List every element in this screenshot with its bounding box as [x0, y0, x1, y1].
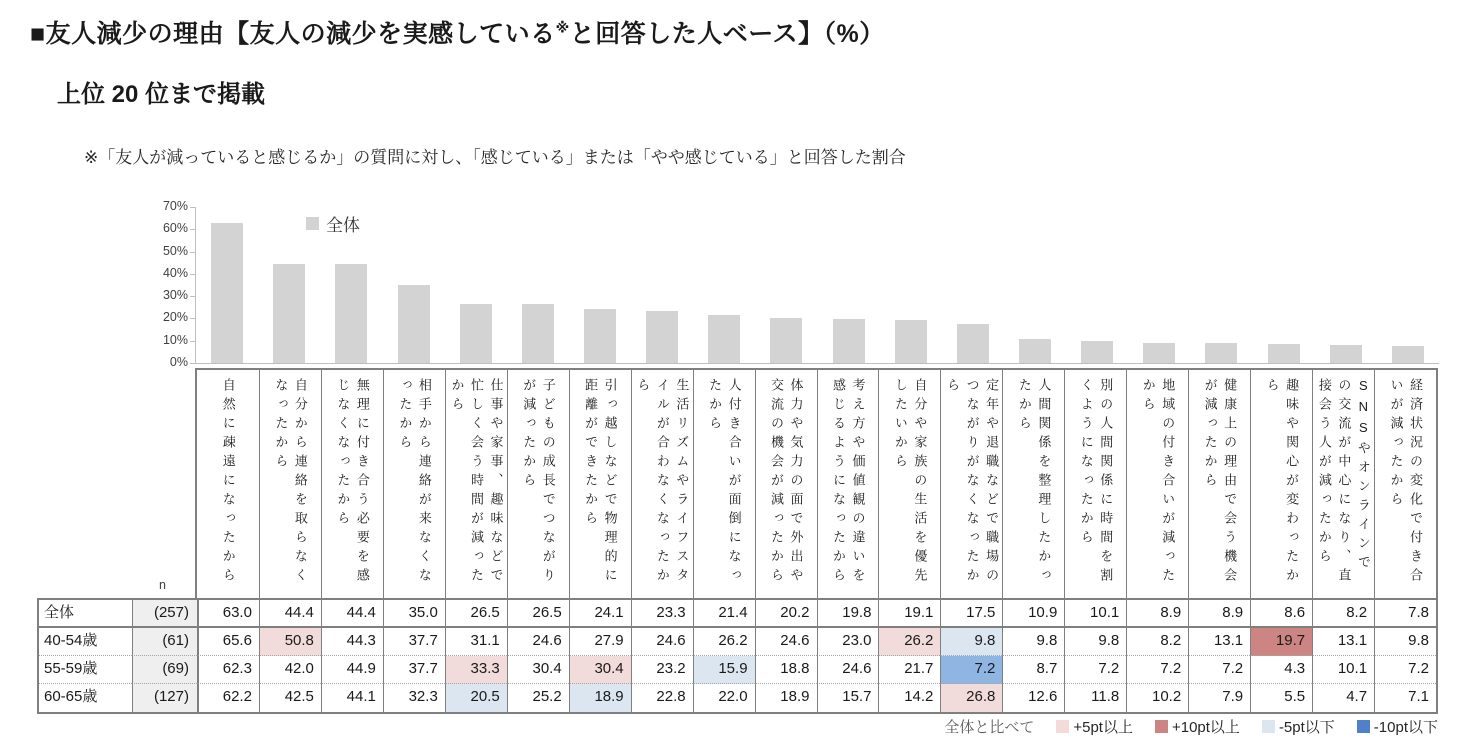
- value-cell: 21.4: [693, 600, 755, 628]
- value-cell: 23.0: [817, 628, 879, 656]
- bar: [646, 311, 678, 363]
- category-label: 子どもの成長でつながりが減ったから: [521, 378, 556, 587]
- category-header-cell: [507, 370, 569, 598]
- diff-legend-label: +5pt以上: [1073, 719, 1133, 736]
- diff-legend-swatch-icon: [1262, 720, 1275, 733]
- category-label: 自分や家族の生活を優先したいから: [892, 378, 928, 587]
- y-tick-mark: [190, 274, 196, 275]
- value-cell: 24.6: [507, 628, 569, 656]
- bar: [1392, 346, 1424, 363]
- value-cell: 7.2: [940, 656, 1002, 684]
- value-cell: 26.2: [693, 628, 755, 656]
- category-label: 仕事や家事、趣味などで忙しく会う時間が減ったから: [449, 378, 504, 587]
- value-cell: 10.2: [1126, 684, 1188, 712]
- n-value: (257): [132, 600, 197, 628]
- value-cell: 22.8: [631, 684, 693, 712]
- value-cell: 44.1: [321, 684, 383, 712]
- legend-swatch-icon: [306, 217, 319, 230]
- value-cell: 62.2: [197, 684, 259, 712]
- y-tick-label: 10%: [162, 332, 188, 347]
- value-cell: 26.5: [507, 600, 569, 628]
- y-tick-label: 70%: [162, 199, 188, 213]
- bar: [522, 304, 554, 363]
- value-cell: 32.3: [383, 684, 445, 712]
- bar: [1019, 339, 1051, 363]
- value-cell: 62.3: [197, 656, 259, 684]
- title-tail: と回答した人ベース】（%）: [569, 20, 885, 48]
- value-cell: 18.8: [755, 656, 817, 684]
- value-cell: 22.0: [693, 684, 755, 712]
- diff-legend-swatch-icon: [1357, 720, 1370, 733]
- footnote: ※「友人が減っていると感じるか」の質問に対し、「感じている」または「やや感じている」と回答した割合: [84, 148, 906, 167]
- category-header-cell: [878, 370, 940, 598]
- value-cell: 14.2: [878, 684, 940, 712]
- category-label: 別の人間関係に時間を割くようになったから: [1078, 378, 1114, 587]
- category-label: 人間関係を整理したかったから: [1016, 378, 1052, 587]
- category-header-cell: [569, 370, 631, 598]
- value-cell: 35.0: [383, 600, 445, 628]
- value-cell: 31.1: [445, 628, 507, 656]
- value-cell: 8.9: [1126, 600, 1188, 628]
- value-cell: 27.9: [569, 628, 631, 656]
- value-cell: 7.2: [1374, 656, 1436, 684]
- y-tick-label: 20%: [162, 310, 188, 325]
- value-cell: 8.6: [1250, 600, 1312, 628]
- value-cell: 19.7: [1250, 628, 1312, 656]
- value-cell: 8.7: [1002, 656, 1064, 684]
- row-label: 55-59歳: [39, 656, 132, 684]
- value-cell: 19.1: [878, 600, 940, 628]
- bar: [335, 264, 367, 363]
- value-cell: 63.0: [197, 600, 259, 628]
- category-label: 趣味や関心が変わったから: [1264, 378, 1300, 587]
- value-cell: 20.5: [445, 684, 507, 712]
- y-tick-label: 60%: [162, 221, 188, 236]
- category-label: 考え方や価値観の違いを感じるようになったから: [830, 378, 866, 587]
- value-cell: 37.7: [383, 656, 445, 684]
- value-cell: 7.2: [1064, 656, 1126, 684]
- value-cell: 18.9: [755, 684, 817, 712]
- diff-legend-swatch-icon: [1056, 720, 1069, 733]
- value-cell: 42.0: [259, 656, 321, 684]
- category-header-cell: [631, 370, 693, 598]
- bar: [833, 319, 865, 363]
- category-header-cell: [321, 370, 383, 598]
- category-label: 引っ越しなどで物理的に距離ができたから: [583, 378, 618, 587]
- diff-legend: [37, 716, 1438, 737]
- value-cell: 7.1: [1374, 684, 1436, 712]
- value-cell: 15.9: [693, 656, 755, 684]
- bar: [895, 320, 927, 363]
- category-header-cell: [1064, 370, 1126, 598]
- category-header-cell: [445, 370, 507, 598]
- bar: [460, 304, 492, 363]
- legend-series-label: 全体: [326, 216, 360, 235]
- row-label: 40-54歳: [39, 628, 132, 656]
- category-label: 相手から連絡が来なくなったから: [397, 378, 432, 587]
- category-header-cell: [259, 370, 321, 598]
- value-cell: 24.6: [755, 628, 817, 656]
- value-cell: 20.2: [755, 600, 817, 628]
- value-cell: 8.2: [1312, 600, 1374, 628]
- y-tick-mark: [190, 318, 196, 319]
- value-cell: 19.8: [817, 600, 879, 628]
- n-column-header: n: [159, 578, 166, 592]
- value-cell: 7.9: [1188, 684, 1250, 712]
- value-cell: 15.7: [817, 684, 879, 712]
- n-value: (127): [132, 684, 197, 712]
- value-cell: 24.6: [817, 656, 879, 684]
- category-label: 定年や退職などで職場のつながりがなくなったから: [945, 378, 1000, 587]
- value-cell: 18.9: [569, 684, 631, 712]
- n-value: (69): [132, 656, 197, 684]
- diff-legend-item: [1262, 716, 1335, 737]
- bar: [1330, 345, 1362, 363]
- row-label: 全体: [39, 600, 132, 628]
- category-label: SNSやオンラインでの交流が中心になり、直接会う人が減ったから: [1316, 378, 1371, 587]
- value-cell: 25.2: [507, 684, 569, 712]
- value-cell: 24.6: [631, 628, 693, 656]
- value-cell: 33.3: [445, 656, 507, 684]
- value-cell: 24.1: [569, 600, 631, 628]
- y-tick-mark: [190, 296, 196, 297]
- category-label: 自然に疎遠になったから: [220, 378, 236, 587]
- value-cell: 10.9: [1002, 600, 1064, 628]
- value-cell: 44.9: [321, 656, 383, 684]
- y-tick-label: 40%: [162, 265, 188, 280]
- bar: [273, 264, 305, 363]
- category-header-cell: [755, 370, 817, 598]
- bar: [1081, 341, 1113, 364]
- diff-legend-label: -5pt以下: [1278, 719, 1335, 736]
- category-label: 体力や気力の面で外出や交流の機会が減ったから: [769, 378, 804, 587]
- y-tick-mark: [190, 341, 196, 342]
- value-cell: 44.4: [259, 600, 321, 628]
- category-header-cell: [940, 370, 1002, 598]
- diff-legend-label: +10pt以上: [1171, 719, 1240, 736]
- diff-legend-prefix: 全体と比べて: [944, 719, 1035, 736]
- y-tick-mark: [190, 252, 196, 253]
- category-label: 無理に付き合う必要を感じなくなったから: [335, 378, 370, 587]
- bar: [398, 285, 430, 363]
- y-tick-mark: [190, 229, 196, 230]
- category-header-cell: [1002, 370, 1064, 598]
- category-header-cell: [1126, 370, 1188, 598]
- value-cell: 44.4: [321, 600, 383, 628]
- category-header-cell: [383, 370, 445, 598]
- category-header-cell: [197, 370, 259, 598]
- value-cell: 7.2: [1126, 656, 1188, 684]
- diff-legend-label: -10pt以下: [1373, 719, 1438, 736]
- value-cell: 7.2: [1188, 656, 1250, 684]
- title-main: ■友人減少の理由【友人の減少を実感している: [30, 20, 556, 48]
- category-label: 経済状況の変化で付き合いが減ったから: [1388, 378, 1424, 587]
- bar: [211, 223, 243, 363]
- y-tick-mark: [190, 207, 196, 208]
- category-header-cell: [693, 370, 755, 598]
- diff-legend-item: [1155, 716, 1240, 737]
- y-tick-label: 50%: [162, 243, 188, 258]
- value-cell: 50.8: [259, 628, 321, 656]
- bar: [1143, 343, 1175, 363]
- figure-title: [30, 14, 885, 50]
- value-cell: 23.3: [631, 600, 693, 628]
- value-cell: 17.5: [940, 600, 1002, 628]
- value-cell: 26.5: [445, 600, 507, 628]
- category-header-cell: [1374, 370, 1436, 598]
- category-label: 自分から連絡を取らなくなったから: [273, 378, 308, 587]
- value-cell: 30.4: [507, 656, 569, 684]
- value-cell: 4.7: [1312, 684, 1374, 712]
- value-cell: 44.3: [321, 628, 383, 656]
- bar: [770, 318, 802, 363]
- bar: [708, 315, 740, 363]
- title-asterisk: ※: [555, 19, 570, 36]
- value-cell: 5.5: [1250, 684, 1312, 712]
- value-cell: 12.6: [1002, 684, 1064, 712]
- bar: [1268, 344, 1300, 363]
- value-cell: 37.7: [383, 628, 445, 656]
- diff-legend-item: [1357, 716, 1438, 737]
- value-cell: 10.1: [1064, 600, 1126, 628]
- y-tick-label: 30%: [162, 288, 188, 303]
- value-cell: 9.8: [940, 628, 1002, 656]
- value-cell: 7.8: [1374, 600, 1436, 628]
- category-label: 生活リズムやライフスタイルが合わなくなったから: [635, 378, 690, 587]
- chart-legend: [306, 211, 360, 236]
- value-cell: 8.9: [1188, 600, 1250, 628]
- category-header-cell: [817, 370, 879, 598]
- row-label: 60-65歳: [44, 688, 98, 705]
- category-header-cell: [1188, 370, 1250, 598]
- category-header-row: [195, 368, 1438, 598]
- value-cell: 13.1: [1312, 628, 1374, 656]
- category-header-cell: [1250, 370, 1312, 598]
- value-cell: 26.8: [940, 684, 1002, 712]
- value-cell: 4.3: [1250, 656, 1312, 684]
- value-cell: 21.7: [878, 656, 940, 684]
- category-header-cell: [1312, 370, 1374, 598]
- y-tick-mark: [190, 363, 196, 364]
- diff-legend-swatch-icon: [1155, 720, 1168, 733]
- value-cell: 9.8: [1002, 628, 1064, 656]
- value-cell: 9.8: [1064, 628, 1126, 656]
- n-value: (61): [132, 628, 197, 656]
- data-table: [37, 598, 1438, 714]
- value-cell: 23.2: [631, 656, 693, 684]
- value-cell: 13.1: [1188, 628, 1250, 656]
- value-cell: 9.8: [1374, 628, 1436, 656]
- value-cell: 11.8: [1064, 684, 1126, 712]
- figure-subtitle: 上位 20 位まで掲載: [57, 81, 266, 108]
- category-label: 地域の付き合いが減ったから: [1140, 378, 1176, 587]
- value-cell: 10.1: [1312, 656, 1374, 684]
- plot-area: [195, 207, 1439, 364]
- y-tick-label: 0%: [169, 355, 188, 369]
- category-label: 人付き合いが面倒になったから: [707, 378, 742, 587]
- category-label: 健康上の理由で会う機会が減ったから: [1202, 378, 1238, 587]
- value-cell: 26.2: [878, 628, 940, 656]
- value-cell: 42.5: [259, 684, 321, 712]
- value-cell: 8.2: [1126, 628, 1188, 656]
- value-cell: 30.4: [569, 656, 631, 684]
- bar: [584, 309, 616, 363]
- diff-legend-item: [1056, 716, 1133, 737]
- bar: [957, 324, 989, 363]
- bar: [1205, 343, 1237, 363]
- value-cell: 65.6: [197, 628, 259, 656]
